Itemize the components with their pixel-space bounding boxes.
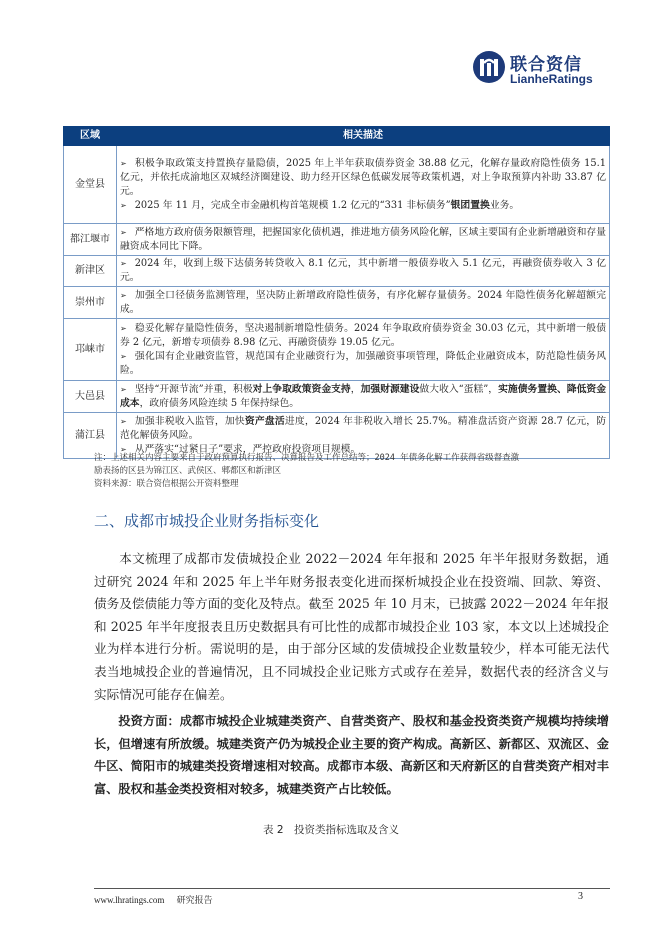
- bullet-text: 2024 年，收到上级下达债务转贷收入 8.1 亿元，其中新增一般债券收入 5.1 亿元，再融资债券收入 3 亿元。: [120, 258, 606, 283]
- desc-cell: [117, 287, 610, 319]
- bullet-text: 做大收入“蛋糕”，: [419, 383, 499, 395]
- region-cell: 崇州市: [64, 287, 117, 319]
- lianhe-logo-icon: [472, 50, 506, 84]
- arrow-bullet-icon: ➢: [120, 416, 127, 426]
- bullet-bold: 实施债务置换、降低资金成本: [120, 383, 607, 409]
- arrow-bullet-icon: ➢: [120, 351, 127, 361]
- bullet-text: 业务。: [489, 199, 520, 211]
- logo-cn: 联合资信: [510, 55, 582, 75]
- bullet-text: 加强非税收入监管，加快: [134, 415, 245, 427]
- bullet-item: [120, 415, 606, 443]
- bullet-text: 稳妥化解存量隐性债务，坚决遏制新增隐性债务。2024 年争取政府债券资金 30.03 亿元，其中新增一般债券 2 亿元，新增专项债券 8.98 亿元、再融资债券 19.05 亿元。: [120, 322, 606, 348]
- bullet-bold: 加强财源建设: [360, 383, 420, 395]
- bullet-text: 从严落实“过紧日子”要求，严控政府投资项目规模。: [134, 443, 361, 455]
- footer-site: www.lhratings.com: [94, 895, 165, 905]
- bullet-item: [120, 257, 606, 285]
- bullet-text: 加强全口径债务监测管理，坚决防止新增政府隐性债务，有序化解存量债务。2024 年隐性债务化解超额完成。: [120, 289, 606, 315]
- bullet-bold: 资产盘活: [244, 415, 285, 427]
- region-cell: 都江堰市: [64, 224, 117, 256]
- debt-table: [63, 126, 610, 459]
- logo-en: LianheRatings: [510, 72, 593, 86]
- bullet-item: [120, 199, 606, 213]
- source-line: 资料来源：联合资信根据公开资料整理: [94, 479, 239, 489]
- table-row: [64, 256, 610, 287]
- arrow-bullet-icon: ➢: [120, 259, 127, 268]
- desc-cell: [117, 146, 610, 224]
- bullet-text: 严格地方政府债务限额管理，把握国家化债机遇，推进地方债务风险化解，区域主要国有企业新增融资和存量融资成本同比下降。: [120, 226, 606, 252]
- bullet-text: 积极争取政策支持置换存量隐债，2025 年上半年获取债券资金 38.88 亿元，化解存量政府隐性债务 15.1 亿元，并依托成渝地区双城经济圈建设、助力经开区绿色低碳发展等政策机遇，对上争取预算内补助 33.87 亿元。: [120, 157, 606, 197]
- section-title: 二、成都市城投企业财务指标变化: [94, 512, 320, 530]
- table-row: [64, 146, 610, 224]
- investment-paragraph: 投资方面：成都市城投企业城建类资产、自营类资产、股权和基金投资类资产规模均持续增长，但增速有所放缓。城建类资产仍为城投企业主要的资产构成。高新区、新都区、双流区、金牛区、简阳市的城建类投资增速相对较高。成都市本级、高新区和天府新区的自营类资产相对丰富、股权和基金类投资相对较多，城建类资产占比较低。: [94, 714, 609, 796]
- table-notes: [94, 452, 604, 491]
- desc-cell: [117, 256, 610, 287]
- region-cell: 新津区: [64, 256, 117, 287]
- bullet-item: [120, 226, 606, 254]
- bullet-text: ，政府债务风险连续 5 年保持绿色。: [139, 397, 300, 409]
- region-cell: 大邑县: [64, 381, 117, 413]
- arrow-bullet-icon: ➢: [120, 158, 127, 168]
- note-line: 励表扬的区县为锦江区、武侯区、郫都区和新津区: [94, 466, 282, 476]
- table-row: [64, 381, 610, 413]
- table-header: [64, 127, 610, 146]
- bullet-text: 2025 年 11 月，完成全市金融机构首笔规模 1.2 亿元的“331 非标债务”: [134, 199, 451, 211]
- table-row: [64, 319, 610, 381]
- bullet-text: ，: [350, 383, 361, 395]
- header-desc: 相关描述: [117, 127, 610, 146]
- desc-cell: [117, 224, 610, 256]
- body-paragraph: 本文梳理了成都市发债城投企业 2022－2024 年年报和 2025 年半年报财务数据，通过研究 2024 年和 2025 年上半年财务报表变化进而探析城投企业在投资端、回款、筹资、债务及偿债能力等方面的变化及特点。截至 2025 年 10 月末，已披露 2022－2024 年年报和 2025 年半年度报表且历史数据具有可比性的成都市城投企业 103 家，本文以上述城投企业为样本进行分析。需说明的是，由于部分区域的发债城投企业数量较少，样本可能无法代表当地城投企业的普遍情况，且不同城投企业记账方式或存在差异，数据代表的经济含义与实际情况可能存在偏差。: [94, 551, 609, 702]
- region-cell: 蒲江县: [64, 413, 117, 459]
- table-caption: 表 2 投资类指标选取及含义: [262, 824, 400, 836]
- arrow-bullet-icon: ➢: [120, 384, 127, 394]
- bullet-item: [120, 157, 606, 199]
- bullet-text: 进度，2024 年非税收入增长 25.7%。精准盘活资产资源 28.7 亿元，防范化解债务风险。: [120, 415, 607, 441]
- arrow-bullet-icon: ➢: [120, 290, 127, 300]
- bullet-text: 坚持“开源节流”并重，积极: [134, 383, 253, 395]
- bullet-item: [120, 289, 606, 317]
- bullet-bold: 银团置换: [450, 199, 490, 211]
- bullet-bold: 对上争取政策资金支持: [252, 383, 351, 395]
- bullet-text: 强化国有企业融资监管，规范国有企业融资行为，加强融资事项管理，降低企业融资成本，防范隐性债务风险。: [120, 350, 606, 376]
- footer-divider: [94, 888, 610, 889]
- desc-cell: [117, 381, 610, 413]
- bullet-item: [120, 322, 606, 350]
- arrow-bullet-icon: ➢: [120, 200, 127, 210]
- desc-cell: [117, 319, 610, 381]
- arrow-bullet-icon: ➢: [120, 323, 127, 333]
- footer-label: 研究报告: [176, 895, 213, 905]
- bullet-item: [120, 383, 606, 411]
- page-number: 3: [578, 891, 583, 902]
- bullet-item: [120, 350, 606, 378]
- region-cell: 金堂县: [64, 146, 117, 224]
- region-cell: 邛崃市: [64, 319, 117, 381]
- table-row: [64, 287, 610, 319]
- header-region: 区域: [64, 127, 117, 146]
- note-line: 注：上述相关内容主要来自于政府预算执行报告、决算报告及工作总结等；2024 年债务化解工作获得省级督查激: [94, 453, 520, 463]
- arrow-bullet-icon: ➢: [120, 227, 127, 237]
- arrow-bullet-icon: ➢: [120, 444, 127, 454]
- table-row: [64, 224, 610, 256]
- footer: [94, 893, 213, 906]
- lianhe-logo: [472, 50, 622, 90]
